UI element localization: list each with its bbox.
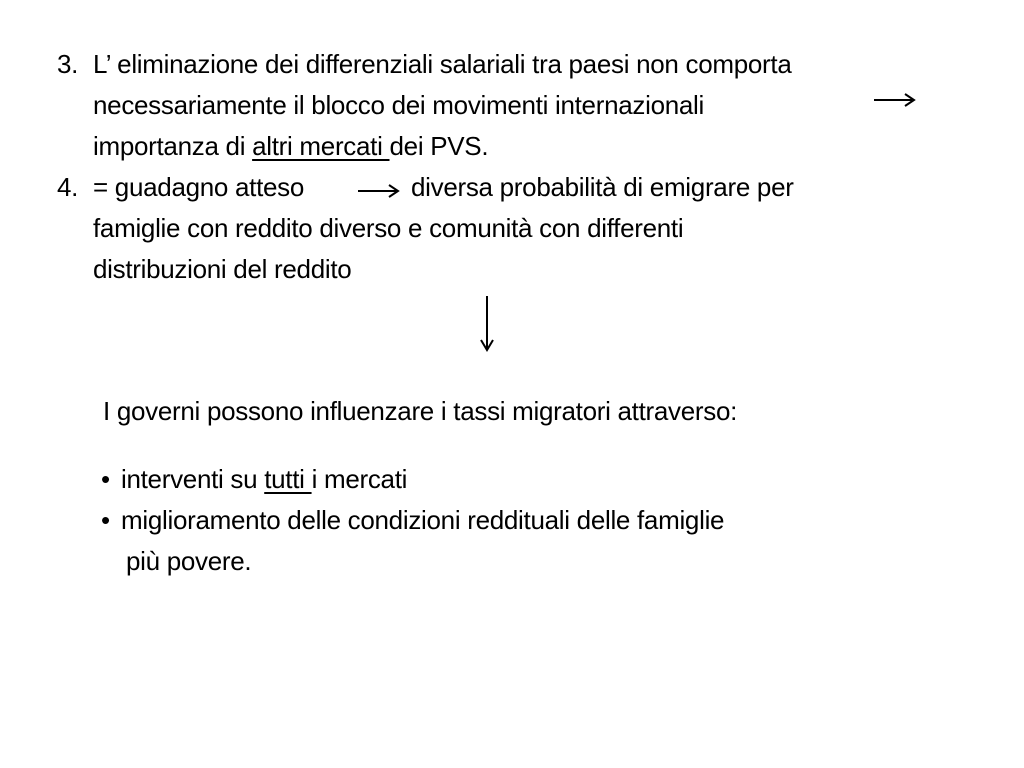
list-number: 4. bbox=[57, 172, 79, 202]
underlined-text: altri mercati bbox=[252, 131, 390, 161]
list-item-line: necessariamente il blocco dei movimenti internazionali bbox=[93, 90, 704, 120]
list-item-line: L’ eliminazione dei differenziali salariali tra paesi non comporta bbox=[93, 49, 792, 79]
bullet-icon: • bbox=[101, 464, 110, 494]
list-item-line: diversa probabilità di emigrare per bbox=[411, 172, 794, 202]
list-item-line: famiglie con reddito diverso e comunità con differenti bbox=[93, 213, 684, 243]
list-item-line: = guadagno atteso bbox=[93, 172, 305, 202]
text-segment: interventi su bbox=[121, 464, 265, 494]
arrow-down-icon bbox=[476, 294, 498, 354]
text-segment: importanza di bbox=[93, 131, 253, 161]
conclusion-heading: I governi possono influenzare i tassi migratori attraverso: bbox=[103, 396, 738, 426]
list-item-line bbox=[93, 130, 488, 162]
arrow-right-icon bbox=[872, 90, 918, 110]
text-segment: i mercati bbox=[311, 464, 408, 494]
bullet-text: miglioramento delle condizioni reddituali delle famiglie bbox=[121, 505, 725, 535]
text-segment: dei PVS. bbox=[389, 131, 489, 161]
list-item-line: distribuzioni del reddito bbox=[93, 254, 352, 284]
list-number: 3. bbox=[57, 49, 79, 79]
bullet-text bbox=[121, 463, 407, 495]
arrow-right-icon bbox=[356, 181, 402, 201]
bullet-text-continuation: più povere. bbox=[126, 546, 252, 576]
underlined-text: tutti bbox=[264, 464, 312, 494]
bullet-icon: • bbox=[101, 505, 110, 535]
